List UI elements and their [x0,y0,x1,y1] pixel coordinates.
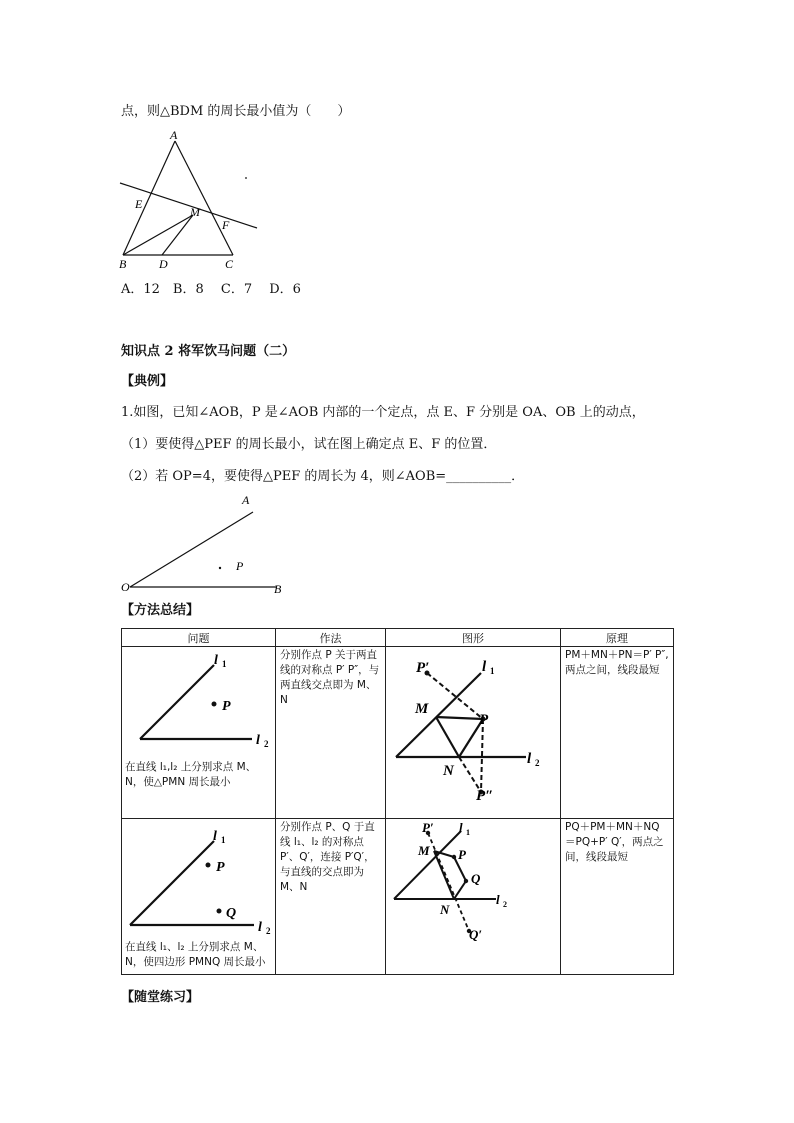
header-method: 作法 [276,629,386,647]
principle-text: PQ＋PM＋MN＋NQ＝PQ+P′ Q′，两点之间，线段最短 [565,821,664,863]
label-l2: l [258,920,262,935]
svg-text:2: 2 [535,758,540,768]
svg-text:1: 1 [222,659,227,669]
label-l1: l [482,659,487,675]
label-o: O [121,580,130,594]
table-row [122,647,674,819]
segment-dm [162,215,193,255]
label-l1: l [459,820,463,835]
label-l2: l [496,892,500,907]
label-b: B [119,257,127,271]
problem-caption: 在直线 l₁,l₂ 上分别求点 M、N，使△PMN 周长最小 [125,761,257,788]
label-l2: l [256,733,260,748]
method-table [121,628,674,975]
problem-figure [122,819,272,941]
answer-options: A．12 B．8 C．7 D．6 [121,282,301,297]
problem-figure [122,647,272,757]
method-text: 分别作点 P 关于两直线的对称点 P′ P″，与两直线交点即为 M、N [280,649,380,706]
principle-cell [561,819,674,975]
label-n: N [440,902,450,917]
practice-heading: 【随堂练习】 [121,990,200,1005]
angle-aob-figure [118,490,293,600]
label-l1: l [213,829,217,844]
label-p: P [236,559,244,573]
label-c: C [225,257,234,271]
label-p: P [479,712,489,728]
figure-cell [386,819,561,975]
header-principle: 原理 [561,629,674,647]
method-heading: 【方法总结】 [121,603,200,618]
question-stem-tail: 点，则△BDM 的周长最小值为（ ） [121,104,351,119]
svg-text:1: 1 [221,835,226,845]
side-ac [175,141,233,255]
table-header-row [122,629,674,647]
svg-text:2: 2 [503,900,507,909]
label-e: E [135,197,143,211]
label-l1: l [214,653,218,668]
svg-text:1: 1 [466,828,470,837]
problem-caption: 在直线 l₁、l₂ 上分别求点 M、N，使四边形 PMNQ 周长最小 [125,941,266,968]
problem-cell [122,819,276,975]
principle-cell [561,647,674,819]
label-m: M [418,843,430,858]
table-row [122,819,674,975]
label-l2: l [527,751,532,767]
reflection-figure [386,819,561,969]
triangle-figure [115,128,265,276]
problem-line-2: （1）要使得△PEF 的周长最小，试在图上确定点 E、F 的位置． [121,437,497,452]
label-n: N [443,763,454,779]
label-p: P [222,699,231,714]
label-p-prime: P′ [416,660,430,676]
label-a: A [170,128,178,142]
label-f: F [222,218,230,232]
point-p [219,567,221,569]
segment-bm [123,215,193,255]
label-q: Q [226,906,237,921]
problem-line-1: 1.如图，已知∠AOB，P 是∠AOB 内部的一个定点，点 E、F 分别是 OA、OB 上的动点， [121,405,645,420]
ray-oa [130,512,253,587]
principle-text: PM＋MN＋PN＝P′ P″,两点之间，线段最短 [565,649,669,676]
label-p-double-prime: P″ [476,788,494,804]
svg-text:1: 1 [490,666,495,676]
label-p: P [458,847,466,862]
label-q-prime: Q′ [469,927,483,942]
header-figure: 图形 [386,629,561,647]
label-d: D [159,257,168,271]
svg-text:2: 2 [266,926,271,936]
svg-text:2: 2 [264,739,269,749]
label-m: M [190,205,200,219]
figure-cell [386,647,561,819]
label-b: B [274,582,282,596]
label-a: A [242,493,250,507]
label-m: M [415,701,429,717]
example-heading: 【典例】 [121,374,174,389]
header-problem: 问题 [122,629,276,647]
method-cell [276,819,386,975]
problem-line-3: （2）若 OP=4，要使得△PEF 的周长为 4，则∠AOB=__________． [121,469,525,484]
label-q: Q [471,871,481,886]
method-text: 分别作点 P、Q 于直线 l₁、l₂ 的对称点 P′、Q′，连接 P′Q′，与直线的交点即为 M、N [280,821,375,893]
method-cell [276,647,386,819]
reflection-figure [386,647,561,815]
label-p: P [216,860,225,875]
section-title: 知识点 2 将军饮马问题（二） [121,344,296,359]
problem-cell [122,647,276,819]
label-p-prime: P′ [422,820,434,835]
